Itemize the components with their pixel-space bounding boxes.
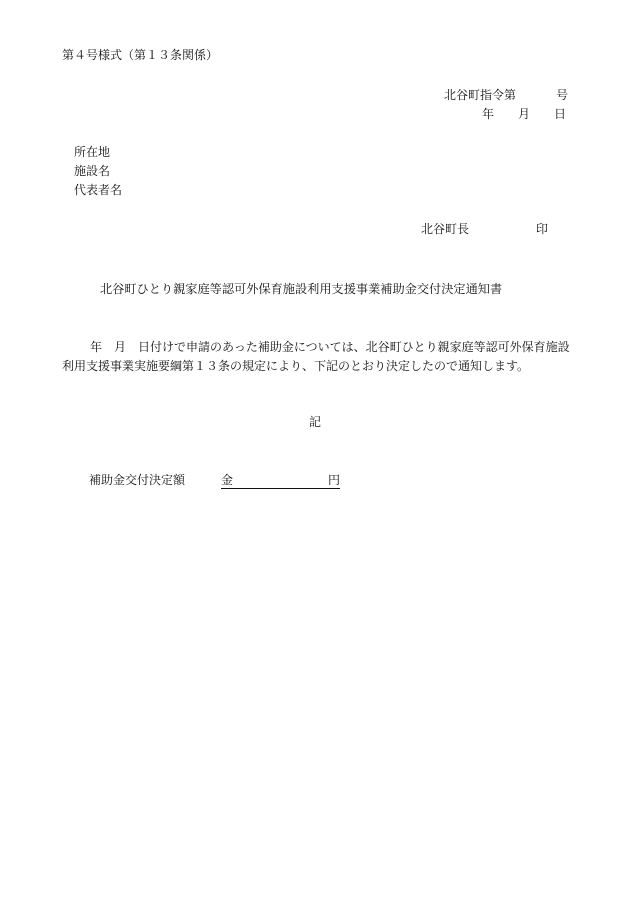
document-title: 北谷町ひとり親家庭等認可外保育施設利用支援事業補助金交付決定通知書 (100, 282, 503, 296)
notice-date (482, 108, 566, 120)
notice-number-suffix: 号 (556, 88, 569, 102)
amount-field (221, 474, 340, 489)
date-year: 年 (482, 107, 495, 121)
body-text: 年 月 日付けで申請のあった補助金については、北谷町ひとり親家庭等認可外保育施設利用支援事業実施要綱第１３条の規定により、下記のとおり決定したので通知します。 (62, 340, 570, 373)
date-day: 日 (554, 107, 567, 121)
addressee-block (74, 146, 122, 203)
addressee-facility: 施設名 (74, 164, 111, 178)
addressee-representative: 代表者名 (74, 183, 123, 197)
addressee-location: 所在地 (74, 145, 111, 159)
amount-row (89, 474, 340, 489)
amount-label: 補助金交付決定額 (89, 473, 186, 487)
form-number: 第４号様式（第１３条関係） (62, 48, 219, 62)
issuer-title: 北谷町長 (421, 222, 470, 236)
notice-number-prefix: 北谷町指令第 (444, 88, 517, 102)
notice-number (444, 89, 568, 101)
date-month: 月 (518, 107, 531, 121)
issuer (421, 223, 548, 235)
amount-prefix: 金 (221, 473, 234, 487)
amount-unit: 円 (328, 473, 341, 487)
ki-heading: 記 (309, 415, 322, 429)
seal-mark: 印 (536, 222, 549, 236)
